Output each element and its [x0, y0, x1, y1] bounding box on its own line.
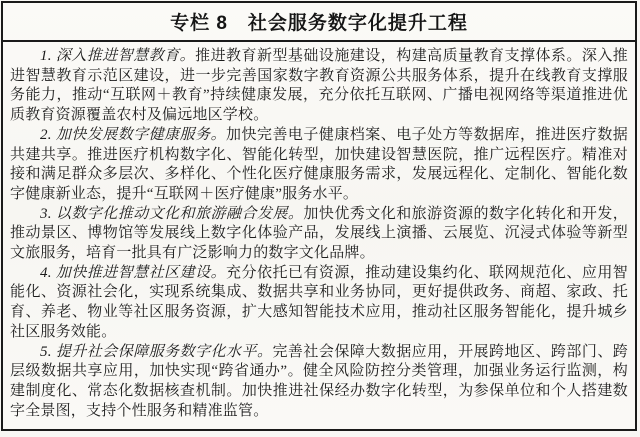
paragraph-5	[10, 343, 628, 422]
column-content	[3, 42, 635, 421]
paragraph-1-lead: 1. 深入推进智慧教育。	[40, 48, 196, 64]
paragraph-2-lead: 2. 加快发展数字健康服务。	[40, 126, 227, 143]
paragraph-2-body: 加快完善电子健康档案、电子处方等数据库，推进医疗数据共建共享。推进医疗机构数字化、智能化转型，加快建设智慧医院，推广远程医疗。精准对接和满足群众多层次、多样化、个性化医疗健康服务需求，发展远程化、定制化、智能化数字健康新业态，提升“互联网＋医疗健康”服务水平。	[10, 126, 628, 202]
paragraph-3	[10, 205, 628, 264]
paragraph-1	[10, 47, 628, 126]
paragraph-3-body: 加快优秀文化和旅游资源的数字化转化和开发，推动景区、博物馆等发展线上数字化体验产品，发展线上演播、云展览、沉浸式体验等新型文旅服务，培育一批具有广泛影响力的数字文化品牌。	[10, 205, 628, 262]
paragraph-4	[10, 264, 628, 343]
paragraph-4-lead: 4. 加快推进智慧社区建设。	[40, 264, 227, 281]
paragraph-1-body: 推进教育新型基础设施建设，构建高质量教育支撑体系。深入推进智慧教育示范区建设，进一步完善国家数字教育资源公共服务体系，提升在线教育支撑服务能力，推动“互联网＋教育”持续健康发展，充分依托互联网、广播电视网络等渠道推进优质教育资源覆盖农村及偏远地区学校。	[10, 48, 628, 124]
paragraph-5-lead: 5. 提升社会保障服务数字化水平。	[40, 343, 273, 360]
column-title: 专栏 8 社会服务数字化提升工程	[3, 3, 635, 42]
paragraph-4-body: 充分依托已有资源，推动建设集约化、联网规范化、应用智能化、资源社会化，实现系统集成、数据共享和业务协同，更好提供政务、商超、家政、托育、养老、物业等社区服务资源，扩大感知智能技术应用，推动社区服务智能化，提升城乡社区服务效能。	[10, 264, 628, 340]
paragraph-5-body: 完善社会保障大数据应用，开展跨地区、跨部门、跨层级数据共享应用，加快实现“跨省通办”。健全风险防控分类管理，加强业务运行监测，构建制度化、常态化数据核查机制。加快推进社保经办数字化转型，为参保单位和个人搭建数字全景图，支持个性服务和精准监管。	[10, 343, 628, 419]
column-box	[1, 1, 637, 431]
paragraph-3-lead: 3. 以数字化推动文化和旅游融合发展。	[40, 205, 304, 222]
paragraph-2	[10, 126, 628, 205]
